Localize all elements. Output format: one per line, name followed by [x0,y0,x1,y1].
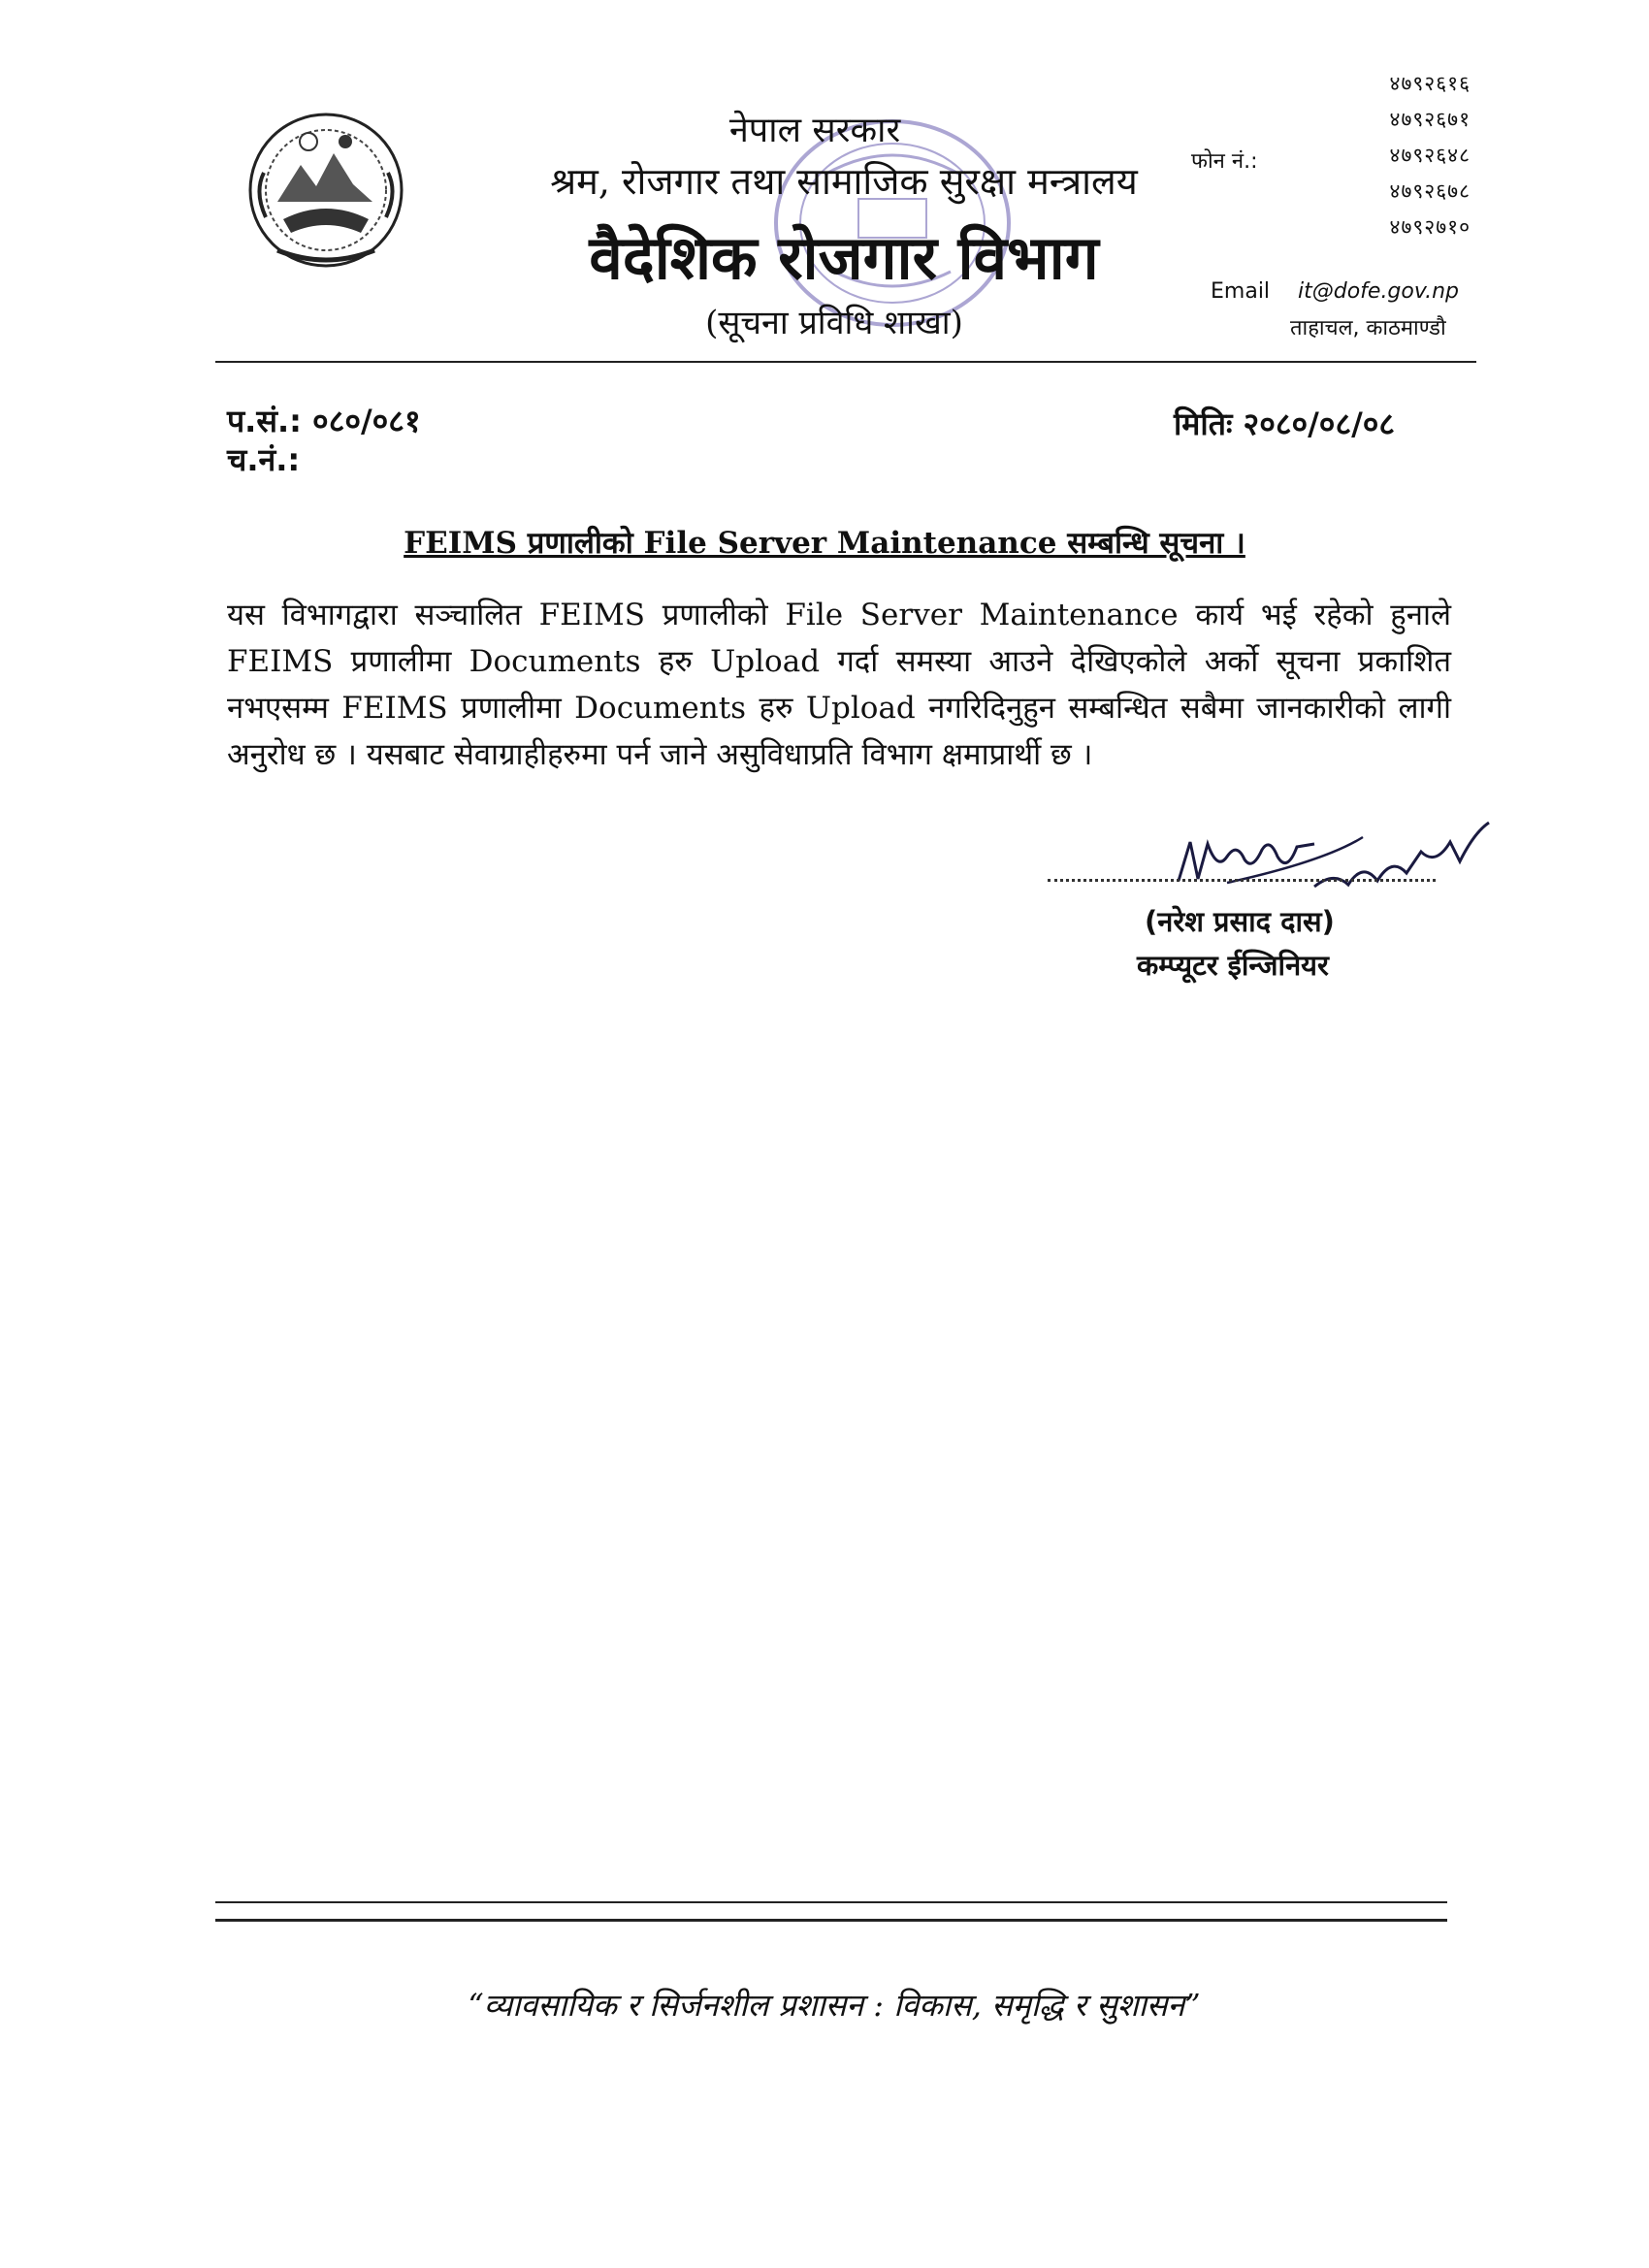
handwritten-signature-icon [1169,803,1499,900]
signature-line [1048,879,1436,882]
footer-divider [215,1919,1447,1922]
footer-motto: “व्यावसायिक र सिर्जनशील प्रशासन : विकास, समृद्धि र सुशासन” [468,1987,1201,2024]
notice-subject: FEIMS प्रणालीको File Server Maintenance सम्बन्धि सूचना । [404,526,1245,561]
phone-number: ४७९२७१० [1389,215,1471,239]
dispatch-number: च.नं.: [227,441,301,478]
nepal-emblem-icon [244,105,407,277]
phone-label: फोन नं.: [1191,149,1258,174]
notice-body: यस विभागद्वारा सञ्चालित FEIMS प्रणालीको File Server Maintenance कार्य भई रहेको हुनाले FEIMS प्रणालीमा Documents हरु Upload गर्दा समस्या आउने देखिएकोले अर्को सूचना प्रकाशित नभएसम्म FEIMS प्रणालीमा Documents हरु Upload नगरिदिनुहुन सम्बन्धित सबैमा जानकारीको लागी अनुरोध छ । यसबाट सेवाग्राहीहरुमा पर्न जाने असुविधाप्रति विभाग क्षमाप्रार्थी छ । [227,598,1451,772]
department-title: वैदेशिक रोजगार विभाग [589,222,1099,293]
government-title: नेपाल सरकार [728,111,901,150]
header-divider [215,361,1476,363]
ministry-title: श्रम, रोजगार तथा सामाजिक सुरक्षा मन्त्रालय [550,160,1138,203]
letter-number: प.सं.: ०८०/०८१ [227,403,421,439]
phone-number: ४७९२६७८ [1389,179,1471,203]
phone-number: ४७९२६४८ [1389,144,1471,167]
section-title: (सूचना प्रविधि शाखा) [705,304,963,342]
footer-divider [215,1901,1447,1903]
email-address: it@dofe.gov.np [1298,279,1459,304]
signatory-title: कम्प्यूटर ईन्जिनियर [1137,949,1329,982]
email-label: Email [1211,279,1271,304]
letter-date: मितिः २०८०/०८/०८ [1174,405,1396,442]
phone-number: ४७९२६७१ [1389,108,1471,131]
signatory-name: (नरेश प्रसाद दास) [1145,905,1335,938]
phone-list [1354,70,1471,249]
phone-number: ४७९२६१६ [1389,72,1471,95]
office-address: ताहाचल, काठमाण्डौ [1290,316,1446,340]
